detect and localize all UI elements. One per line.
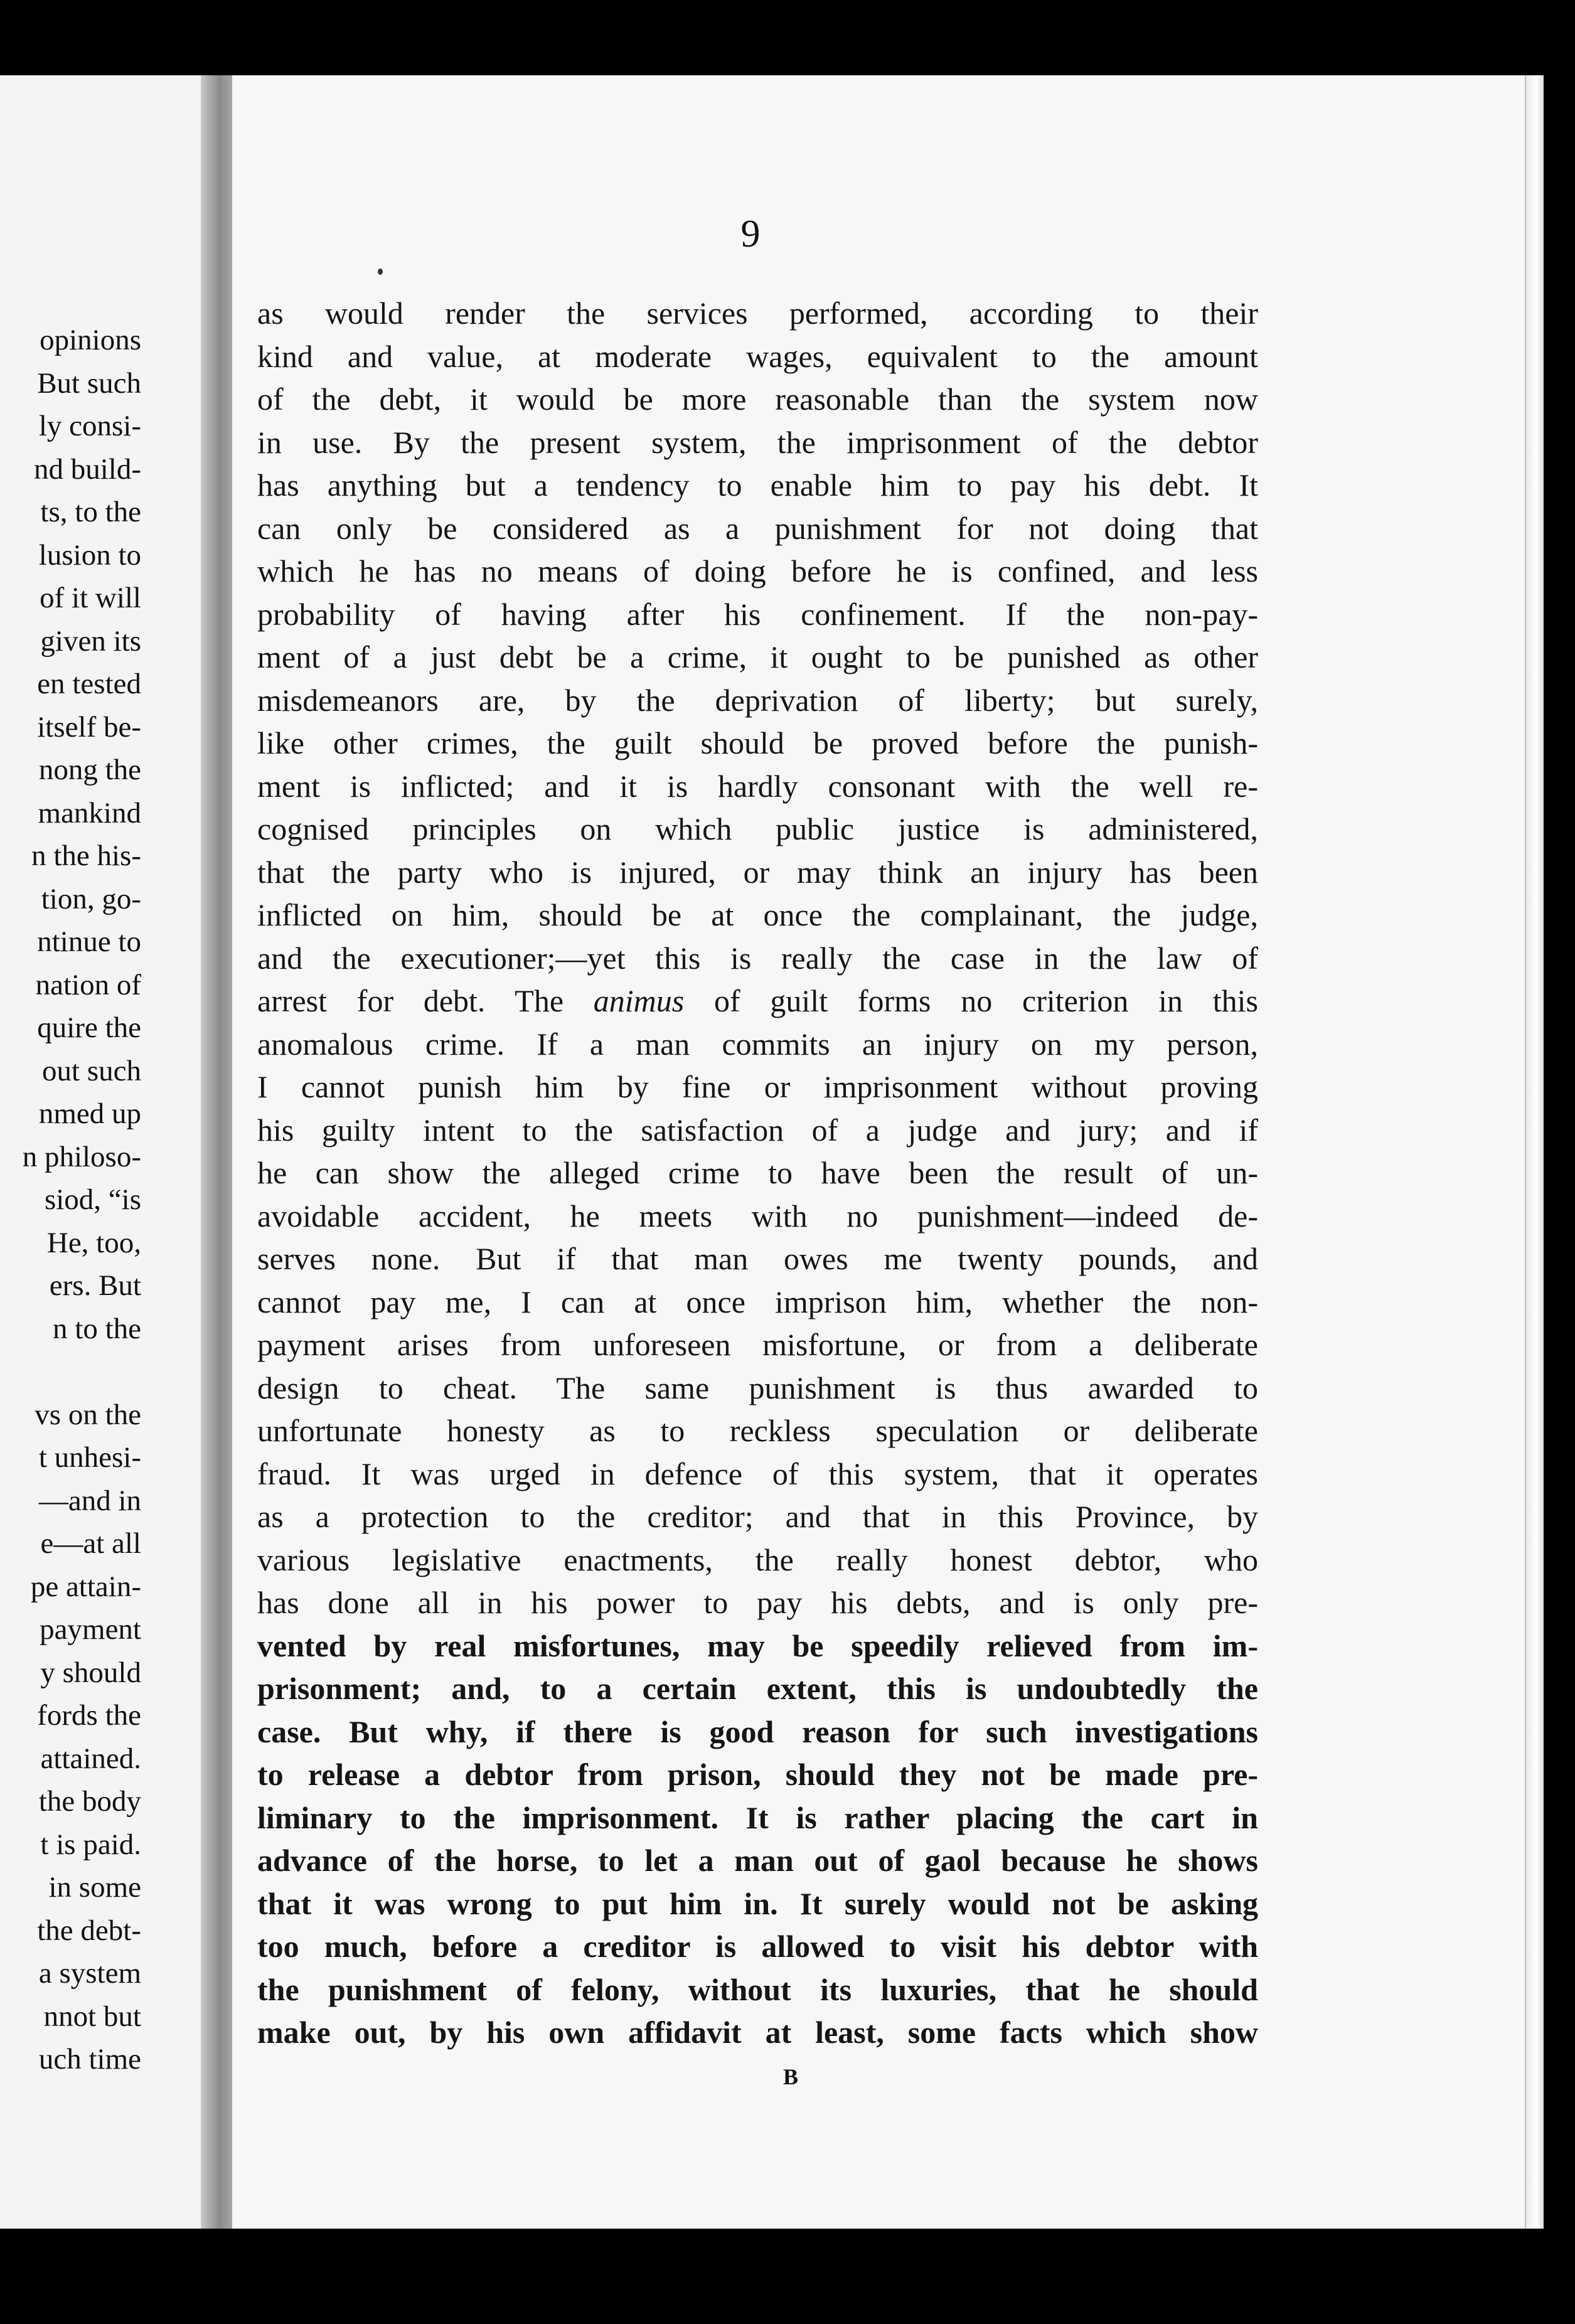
left-text-line: mankind <box>38 796 141 829</box>
text-line: cannot pay me, I can at once imprison him, whether the non- <box>257 1284 1258 1319</box>
left-text-line: t is paid. <box>40 1828 141 1861</box>
left-text-line: He, too, <box>46 1226 141 1259</box>
text-line: I cannot punish him by fine or imprisonment without proving <box>257 1069 1258 1104</box>
left-text-line: nmed up <box>38 1097 141 1130</box>
text-line: misdemeanors are, by the deprivation of liberty; but surely, <box>257 682 1258 718</box>
left-text-line: —and in <box>38 1484 141 1517</box>
left-text-line: payment <box>40 1613 141 1646</box>
left-text-line: pe attain- <box>30 1570 141 1603</box>
left-text-line: nnot but <box>43 2000 141 2033</box>
page-edge <box>1525 75 1544 2229</box>
left-text-line: ly consi- <box>38 410 141 442</box>
text-line: case. But why, if there is good reason for such investigations <box>257 1714 1258 1749</box>
left-text-line: uch time <box>38 2043 141 2076</box>
left-text-line: tion, go- <box>41 882 141 915</box>
text-line: advance of the horse, to let a man out of gaol because he shows <box>257 1843 1258 1878</box>
text-line: too much, before a creditor is allowed to visit his debtor with <box>257 1929 1258 1964</box>
left-text-line: nation of <box>35 968 141 1001</box>
text-line: unfortunate honesty as to reckless speculation or deliberate <box>257 1413 1258 1448</box>
text-line: inflicted on him, should be at once the complainant, the judge, <box>257 897 1258 932</box>
text-line: to release a debtor from prison, should they not be made pre- <box>257 1757 1258 1792</box>
left-text-line: the body <box>38 1785 141 1818</box>
text-line: make out, by his own affidavit at least, some facts which show <box>257 2015 1258 2050</box>
left-text-line: e—at all <box>40 1527 141 1560</box>
left-text-line: y should <box>40 1656 141 1689</box>
text-line: prisonment; and, to a certain extent, this is undoubtedly the <box>257 1671 1258 1706</box>
text-line: various legislative enactments, the really honest debtor, who <box>257 1542 1258 1577</box>
left-text-line: siod, “is <box>44 1183 141 1216</box>
left-text-line: quire the <box>37 1011 141 1044</box>
text-line: has done all in his power to pay his debts, and is only pre- <box>257 1585 1258 1620</box>
text-line: serves none. But if that man owes me twenty pounds, and <box>257 1241 1258 1276</box>
text-line: vented by real misfortunes, may be speedily relieved from im- <box>257 1628 1258 1663</box>
text-line: as a protection to the creditor; and that in this Province, by <box>257 1499 1258 1534</box>
left-page <box>0 75 216 2229</box>
left-text-line: t unhesi- <box>38 1441 141 1474</box>
text-line: as would render the services performed, according to their <box>257 296 1258 331</box>
text-line: that the party who is injured, or may think an injury has been <box>257 854 1258 890</box>
text-line: avoidable accident, he meets with no punishment—indeed de- <box>257 1198 1258 1234</box>
text-line: he can show the alleged crime to have been the result of un- <box>257 1155 1258 1190</box>
text-line: kind and value, at moderate wages, equivalent to the amount <box>257 338 1258 374</box>
left-text-line: lusion to <box>38 538 141 572</box>
left-text-line: nong the <box>38 754 141 786</box>
left-text-line: n the his- <box>31 840 141 872</box>
italic-term: animus <box>593 983 685 1018</box>
signature-mark: B <box>782 2064 798 2089</box>
text-line: probability of having after his confinement. If the non-pay- <box>257 596 1258 632</box>
text-line: can only be considered as a punishment for not doing that <box>257 510 1258 546</box>
left-text-line: But such <box>37 366 141 400</box>
left-text-line: nd build- <box>33 452 141 486</box>
text-line: of the debt, it would be more reasonable than the system now <box>257 381 1258 417</box>
text-line: has anything but a tendency to enable him to pay his debt. It <box>257 467 1258 503</box>
left-text-line: ntinue to <box>37 925 141 958</box>
text-line: anomalous crime. If a man commits an injury on my person, <box>257 1026 1258 1062</box>
body-text <box>257 292 1258 2054</box>
left-text-line: a system <box>38 1957 141 1990</box>
text-line: that it was wrong to put him in. It surely would not be asking <box>257 1885 1258 1921</box>
text-line: ment is inflicted; and it is hardly consonant with the well re- <box>257 768 1258 804</box>
left-text-line <box>0 1350 141 1394</box>
left-text-line: ers. But <box>49 1269 141 1302</box>
ink-speck <box>378 269 383 275</box>
text-line: payment arises from unforeseen misfortune, or from a deliberate <box>257 1327 1258 1362</box>
text-line: which he has no means of doing before he is confined, and less <box>257 553 1258 589</box>
text-line: like other crimes, the guilt should be proved before the punish- <box>257 725 1258 760</box>
text-line: cognised principles on which public justice is administered, <box>257 811 1258 846</box>
left-page-text <box>0 319 141 2081</box>
left-text-line: out such <box>42 1054 141 1087</box>
text-line: his guilty intent to the satisfaction of a judge and jury; and if <box>257 1112 1258 1148</box>
text-line: the punishment of felony, without its luxuries, that he should <box>257 1971 1258 2007</box>
left-text-line: en tested <box>37 668 141 700</box>
text-line: and the executioner;—yet this is really the case in the law of <box>257 940 1258 976</box>
left-text-line: n philoso- <box>22 1140 141 1173</box>
text-line: arrest for debt. The animus of guilt forms no criterion in this <box>257 983 1258 1018</box>
text-line: fraud. It was urged in defence of this system, that it operates <box>257 1456 1258 1491</box>
left-text-line: n to the <box>53 1312 141 1345</box>
page-number: 9 <box>740 213 761 255</box>
text-line: liminary to the imprisonment. It is rather placing the cart in <box>257 1799 1258 1835</box>
left-text-line: the debt- <box>37 1914 141 1947</box>
left-text-line: in some <box>48 1871 141 1904</box>
left-text-line: of it will <box>40 582 141 614</box>
left-text-line: attained. <box>40 1742 141 1775</box>
text-line: ment of a just debt be a crime, it ought to be punished as other <box>257 639 1258 674</box>
left-text-line: fords the <box>37 1699 141 1732</box>
left-text-line: ts, to the <box>40 496 141 528</box>
left-text-line: vs on the <box>35 1398 141 1431</box>
left-text-line: given its <box>40 624 141 658</box>
left-text-line: opinions <box>40 324 141 356</box>
text-line: design to cheat. The same punishment is thus awarded to <box>257 1370 1258 1405</box>
left-text-line: itself be- <box>37 710 141 744</box>
text-line: in use. By the present system, the imprisonment of the debtor <box>257 424 1258 460</box>
